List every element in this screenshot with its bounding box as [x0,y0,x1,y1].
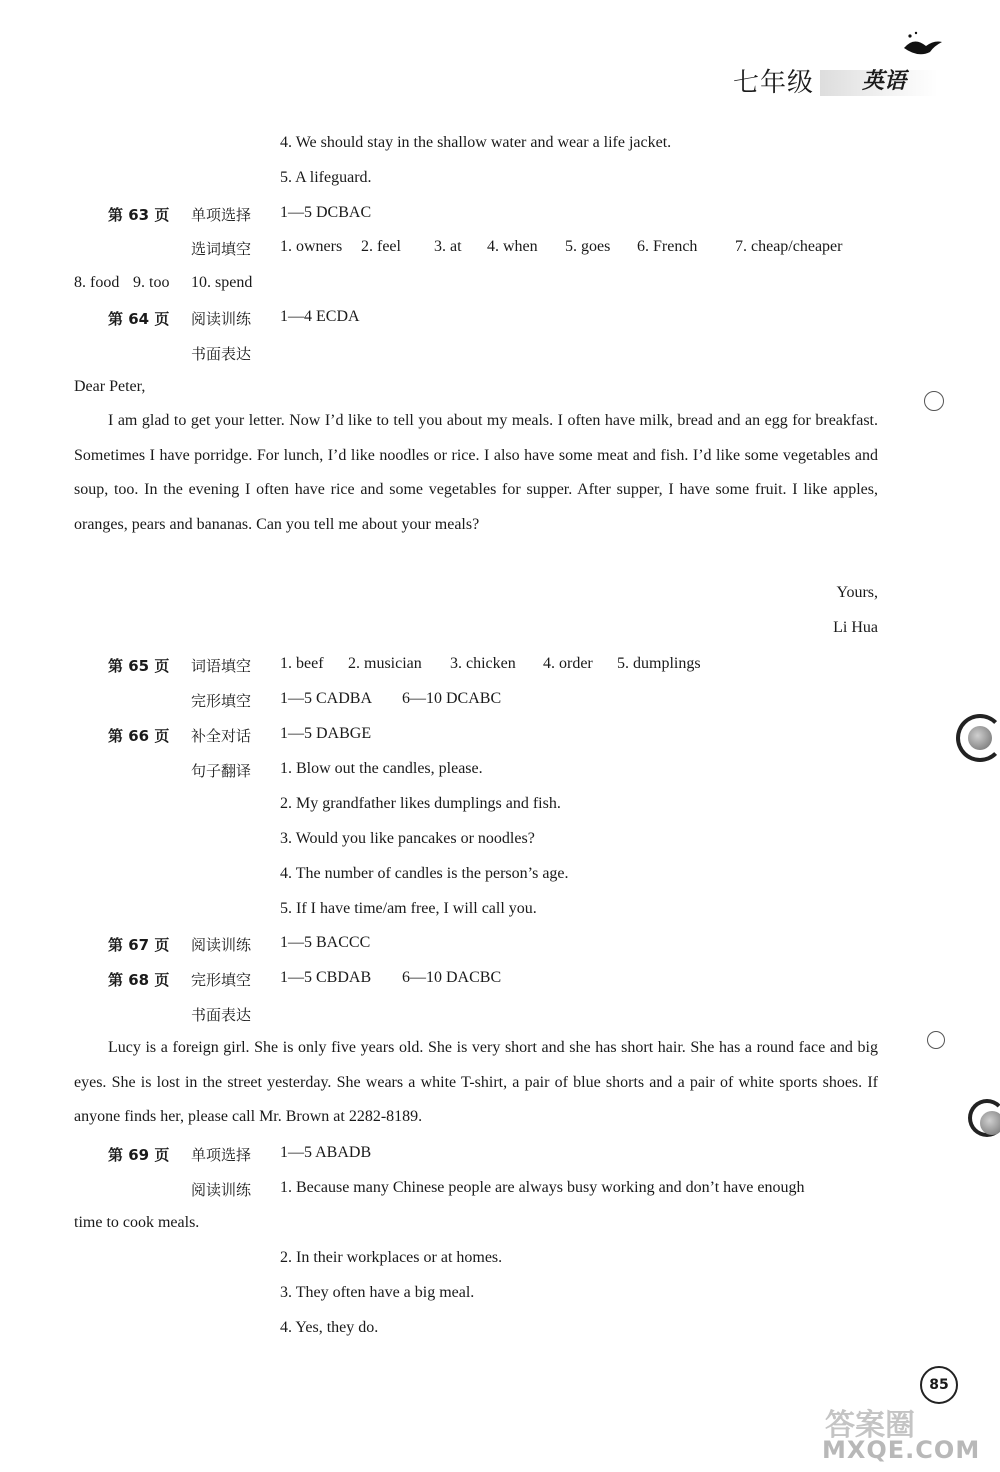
composition-body [74,1031,878,1135]
answer-text: 1—5 BACCC [280,934,371,951]
answer-item: 7. cheap/cheaper [735,238,843,255]
section-label: 补全对话 [191,727,252,745]
answer-item: 3. at [434,238,462,255]
answer-line: 5. A lifeguard. [280,169,372,186]
letter-closing: Yours, [836,584,878,601]
answer-item: 6. French [637,238,698,255]
answer-line: 4. Yes, they do. [280,1319,379,1336]
section-label: 单项选择 [191,1146,252,1164]
answer-item: 4. when [487,238,538,255]
answer-text: 1—5 DABGE [280,725,372,742]
page-label: 第 68 页 [108,971,170,989]
answer-line: 3. They often have a big meal. [280,1284,475,1301]
answer-item: 5. dumplings [617,655,701,672]
answer-item: 3. chicken [450,655,516,672]
answer-text: 1—5 DCBAC [280,204,372,221]
letter-body-text: I am glad to get your letter. Now I’d like to tell you about my meals. I often have milk, bread and an egg for breakfast. Sometimes I have porridge. For lunch, I’d like noodles or rice. I also have some meat and fish. I’d like some vegetables and soup, too. In the evening I often have rice and some vegetables for supper. After supper, I have some fruit. I like apples, oranges, pears and bananas. Can you tell me about your meals? [74,412,878,533]
thumb-tab-icon [956,714,1000,762]
answer-line: 1. Blow out the candles, please. [280,760,483,777]
page-label: 第 66 页 [108,727,170,745]
section-label: 单项选择 [191,206,252,224]
answer-item: 2. feel [361,238,401,255]
answer-line: 4. We should stay in the shallow water and wear a life jacket. [280,134,672,151]
letter-greeting: Dear Peter, [74,378,146,395]
composition-text: Lucy is a foreign girl. She is only five years old. She is very short and she has short hair. She has a round face and big eyes. She is lost in the street yesterday. She wears a white T-shirt, a pair of blue shorts and a pair of white sports shoes. If anyone finds her, please call Mr. Brown at 2282-8189. [74,1039,878,1125]
section-label: 书面表达 [191,345,252,363]
watermark-logo-text: 答案圈 [825,1408,915,1443]
section-label: 选词填空 [191,240,252,258]
section-label: 完形填空 [191,971,252,989]
thumb-tab-icon [968,1099,1000,1137]
page-label: 第 64 页 [108,310,170,328]
page-label: 第 69 页 [108,1146,170,1164]
answer-item: 10. spend [191,274,253,291]
letter-body [74,404,878,542]
answer-line: 5. If I have time/am free, I will call you. [280,900,537,917]
answer-item: 4. order [543,655,593,672]
answer-line: time to cook meals. [74,1214,200,1231]
answer-line: 1. Because many Chinese people are always busy working and don’t have enough [280,1179,805,1196]
margin-circle-icon [924,391,944,411]
answer-line: 3. Would you like pancakes or noodles? [280,830,535,847]
subject-title: 英语 [862,68,907,94]
watermark-text: MXQE.COM [822,1436,981,1464]
section-label: 句子翻译 [191,762,252,780]
answer-item: 8. food [74,274,120,291]
answer-item: 1—5 CADBA [280,690,373,707]
section-label: 阅读训练 [191,1181,252,1199]
answer-item: 1. beef [280,655,324,672]
answer-line: 4. The number of candles is the person’s age. [280,865,569,882]
section-label: 阅读训练 [191,310,252,328]
answer-item: 1—5 CBDAB [280,969,372,986]
section-label: 完形填空 [191,692,252,710]
answer-text: 1—4 ECDA [280,308,360,325]
page-number: 85 [920,1366,958,1404]
section-label: 书面表达 [191,1006,252,1024]
section-label: 阅读训练 [191,936,252,954]
bird-icon [900,30,944,60]
answer-text: 1—5 ABADB [280,1144,372,1161]
answer-item: 6—10 DCABC [402,690,502,707]
answer-line: 2. In their workplaces or at homes. [280,1249,503,1266]
answer-item: 1. owners [280,238,343,255]
answer-item: 2. musician [348,655,422,672]
page-label: 第 67 页 [108,936,170,954]
answer-item: 6—10 DACBC [402,969,502,986]
letter-signature: Li Hua [833,619,878,636]
section-label: 词语填空 [191,657,252,675]
answer-line: 2. My grandfather likes dumplings and fish. [280,795,561,812]
answer-item: 5. goes [565,238,611,255]
page-label: 第 65 页 [108,657,170,675]
page-label: 第 63 页 [108,206,170,224]
grade-title: 七年级 [733,68,815,98]
margin-circle-icon [927,1031,945,1049]
answer-item: 9. too [133,274,170,291]
